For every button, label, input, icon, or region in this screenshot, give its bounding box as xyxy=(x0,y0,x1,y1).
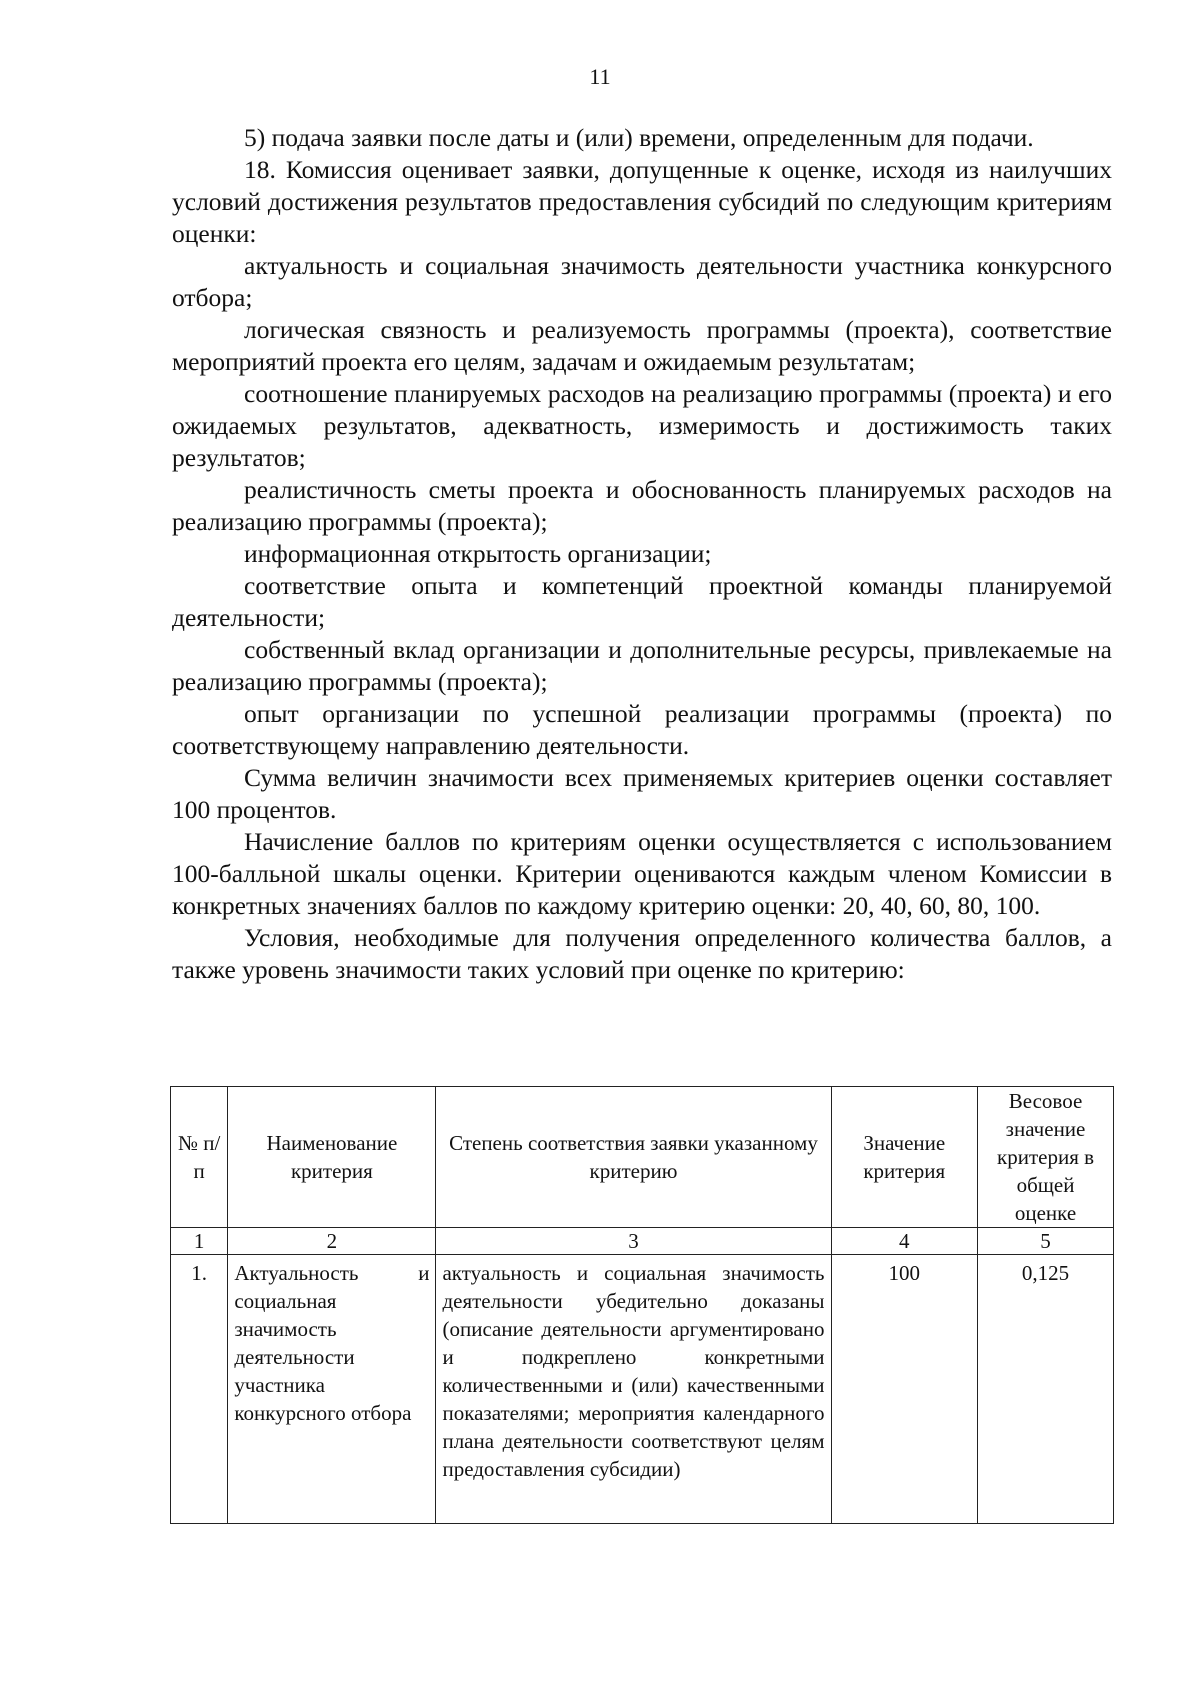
header-criterion-name: Наименование критерия xyxy=(228,1087,436,1228)
criterion-team: соответствие опыта и компетенций проектной команды планируемой деятельности; xyxy=(172,571,1112,632)
criterion-budget-realism: реалистичность сметы проекта и обоснованность планируемых расходов на реализацию программы (проекта); xyxy=(172,475,1112,536)
criterion-experience: опыт организации по успешной реализации программы (проекта) по соответствующему направлению деятельности. xyxy=(172,699,1112,760)
row-weight: 0,125 xyxy=(978,1255,1114,1524)
criterion-openness: информационная открытость организации; xyxy=(244,539,712,568)
row-number: 1. xyxy=(171,1255,228,1524)
row-criterion-name: Актуальность и социальная значимость деятельности участника конкурсного отбора xyxy=(228,1255,436,1524)
paragraph-scoring: Начисление баллов по критериям оценки осуществляется с использованием 100-балльной шкалы оценки. Критерии оцениваются каждым членом Комиссии в конкретных значениях баллов по каждому критерию оценки: 20, 40, 60, 80, 100. xyxy=(172,827,1112,920)
header-value: Значение критерия xyxy=(831,1087,978,1228)
header-weight: Весовое значение критерия в общей оценке xyxy=(978,1087,1114,1228)
column-number: 4 xyxy=(831,1228,978,1255)
criterion-cost-ratio: соотношение планируемых расходов на реализацию программы (проекта) и его ожидаемых результатов, адекватность, измеримость и достижимость таких результатов; xyxy=(172,379,1112,472)
row-degree: актуальность и социальная значимость деятельности убедительно доказаны (описание деятельности аргументировано и подкреплено конкретными количественными и (или) качественными показателями; мероприятия календарного плана деятельности соответствуют целям предоставления субсидии) xyxy=(436,1255,831,1524)
table-row xyxy=(171,1255,1114,1524)
criterion-logic: логическая связность и реализуемость программы (проекта), соответствие мероприятий проекта его целям, задачам и ожидаемым результатам; xyxy=(172,315,1112,376)
paragraph-sum: Сумма величин значимости всех применяемых критериев оценки составляет 100 процентов. xyxy=(172,763,1112,824)
criterion-relevance: актуальность и социальная значимость деятельности участника конкурсного отбора; xyxy=(172,251,1112,312)
criteria-table xyxy=(170,1086,1114,1524)
header-degree: Степень соответствия заявки указанному критерию xyxy=(436,1087,831,1228)
table-header-row xyxy=(171,1087,1114,1228)
column-number: 3 xyxy=(436,1228,831,1255)
paragraph-conditions: Условия, необходимые для получения определенного количества баллов, а также уровень значимости таких условий при оценке по критерию: xyxy=(172,923,1112,984)
page-number: 11 xyxy=(589,64,611,89)
paragraph-item-18: 18. Комиссия оценивает заявки, допущенные к оценке, исходя из наилучших условий достижения результатов предоставления субсидий по следующим критериям оценки: xyxy=(172,155,1112,248)
paragraph-item-5: 5) подача заявки после даты и (или) времени, определенным для подачи. xyxy=(244,123,1034,152)
header-number: № п/п xyxy=(171,1087,228,1228)
column-number-row xyxy=(171,1228,1114,1255)
column-number: 1 xyxy=(171,1228,228,1255)
row-value: 100 xyxy=(831,1255,978,1524)
document-body xyxy=(172,122,1112,986)
column-number: 2 xyxy=(228,1228,436,1255)
column-number: 5 xyxy=(978,1228,1114,1255)
criterion-own-contribution: собственный вклад организации и дополнительные ресурсы, привлекаемые на реализацию программы (проекта); xyxy=(172,635,1112,696)
